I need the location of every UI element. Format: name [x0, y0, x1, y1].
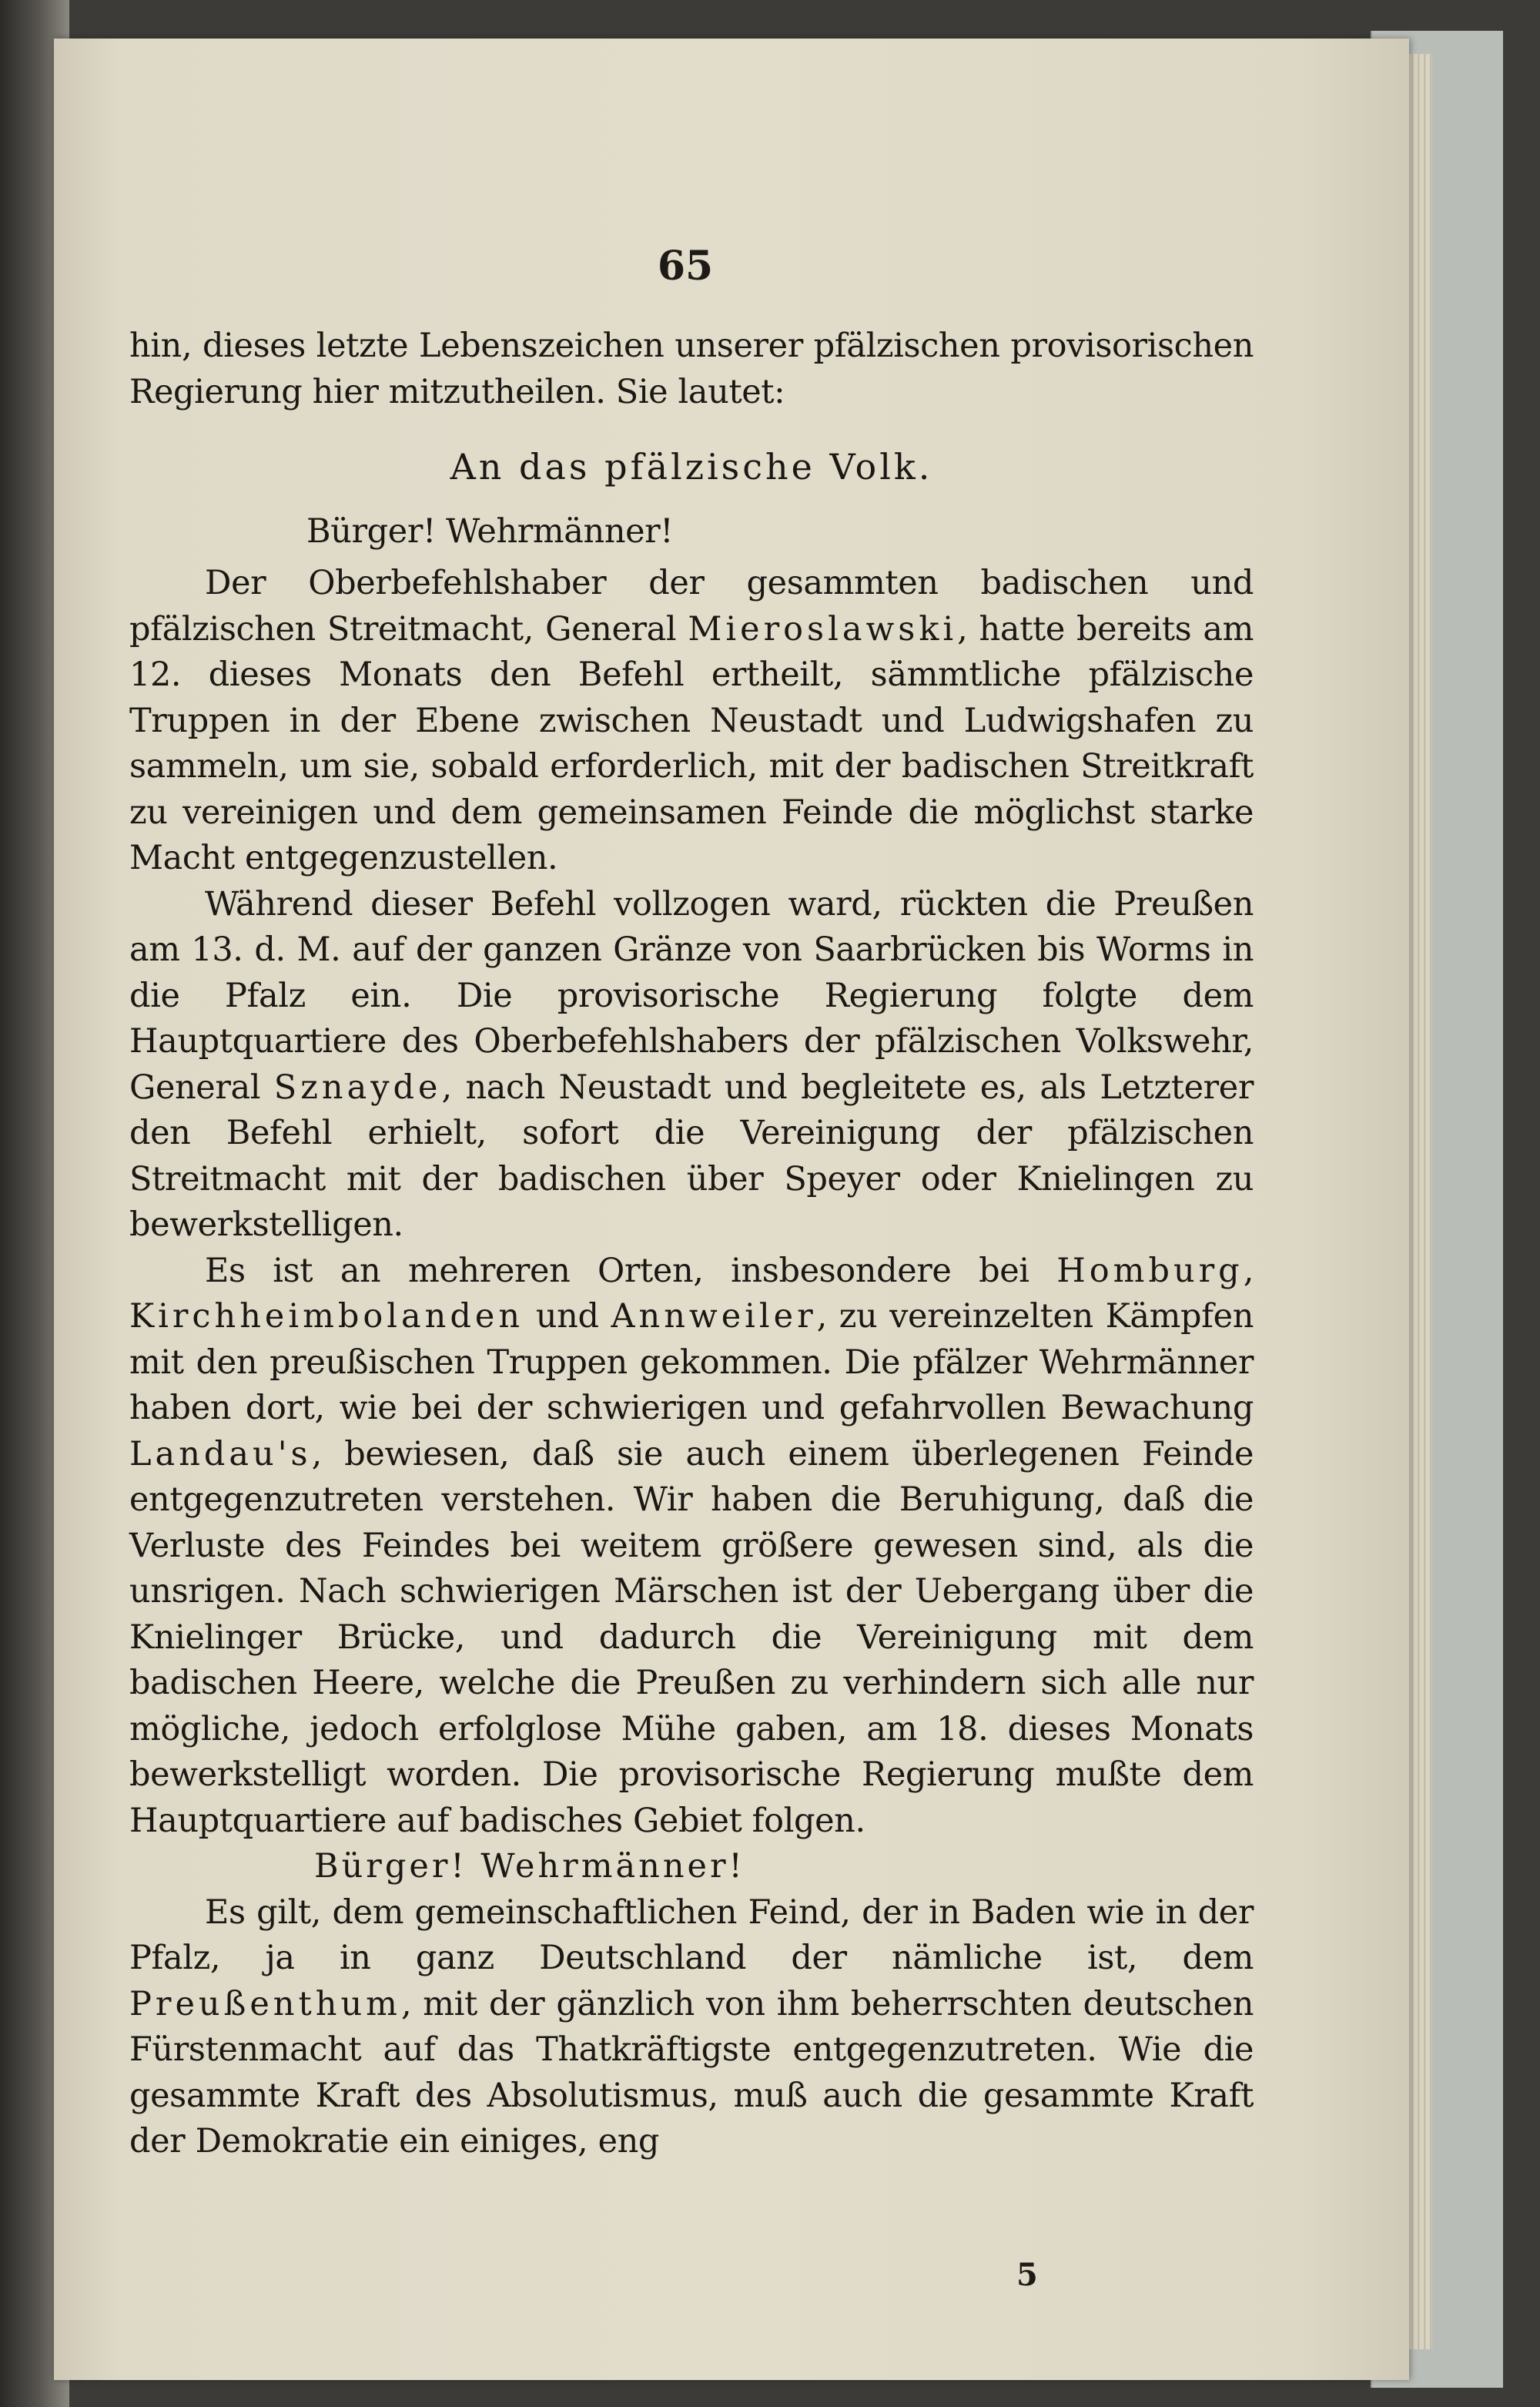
paragraph-2-text-a: Während dieser Befehl vollzogen ward, rückten die Preußen am 13. d. M. auf der ganzen Gränze von Saarbrücken bis Worms in die Pfalz ein. Die provisorische Regierung folgte dem Hauptquartiere des Oberbefehlshabers der pfälzischen Volkswehr, General — [129, 884, 1254, 1107]
paragraph-1 — [129, 561, 1254, 882]
intro-paragraph: hin, dieses letzte Lebenszeichen unserer pfälzischen provisorischen Regierung hier mitzutheilen. Sie lautet: — [129, 327, 1254, 411]
place-homburg: Homburg — [1056, 1251, 1244, 1290]
place-kirchheimbolanden: Kirchheimbolanden — [129, 1297, 524, 1336]
name-mieroslawski: Mieroslawski — [688, 609, 958, 649]
paragraph-2 — [129, 882, 1254, 1249]
page-number: 65 — [657, 243, 714, 290]
proclamation-heading: An das pfälzische Volk. — [450, 446, 933, 488]
paragraph-1-text-b: , hatte bereits am 12. dieses Monats den Befehl ertheilt, sämmtliche pfälzische Truppen in der Ebene zwischen Neustadt und Ludwigshafen zu sammeln, um sie, sobald erforderlich, mit der badischen Streitkraft zu vereinigen und dem gemeinsamen Feinde die möglichst starke Macht entgegenzustellen. — [129, 609, 1254, 877]
printer-signature-mark: 5 — [1016, 2257, 1038, 2293]
paragraph-4-text-a: Es gilt, dem gemeinschaftlichen Feind, der in Baden wie in der Pfalz, ja in ganz Deutschland der nämliche ist, dem — [129, 1892, 1254, 1977]
paragraph-3-separator: , — [1243, 1251, 1254, 1290]
paragraph-3-and: und — [524, 1297, 611, 1336]
paragraph-2-text-b: , nach Neustadt und begleitete es, als Letzterer den Befehl erhielt, sofort die Vereinigung der pfälzischen Streitmacht mit der badischen über Speyer oder Knielingen zu bewerkstelligen. — [129, 1068, 1254, 1244]
book-page — [54, 39, 1409, 2380]
place-landau: Landau's — [129, 1434, 312, 1473]
paragraph-1-text-a: Der Oberbefehlshaber der gesammten badischen und pfälzischen Streitmacht, General — [129, 564, 1254, 649]
paragraph-3-text-b: , zu vereinzelten Kämpfen mit den preußischen Truppen gekommen. Die pfälzer Wehrmänner haben dort, wie bei der schwierigen und gefahrvollen Bewachung — [129, 1297, 1254, 1427]
name-preussenthum: Preußenthum — [129, 1984, 401, 2023]
paragraph-3 — [129, 1249, 1254, 1845]
paragraph-3-text-c: , bewiesen, daß sie auch einem überlegenen Feinde entgegenzutreten verstehen. Wir haben die Beruhigung, daß die Verluste des Feindes bei weitem größere gewesen sind, als die unsrigen. Nach schwierigen Märschen ist der Uebergang über die Knielinger Brücke, und dadurch die Vereinigung mit dem badischen Heere, welche die Preußen zu verhindern sich alle nur mögliche, jedoch erfolglose Mühe gaben, am 18. dieses Monats bewerkstelligt worden. Die provisorische Regierung mußte dem Hauptquartiere auf badisches Gebiet folgen. — [129, 1434, 1254, 1840]
paragraph-4 — [129, 1890, 1254, 2165]
body-text — [129, 324, 1254, 2272]
paragraph-4-text-b: , mit der gänzlich von ihm beherrschten deutschen Fürstenmacht auf das Thatkräftigste entgegenzutreten. Wie die gesammte Kraft des Absolutismus, muß auch die gesammte Kraft der Demokratie ein einiges, eng — [129, 1984, 1254, 2161]
salutation-second: Bürger! Wehrmänner! — [314, 1847, 745, 1886]
paragraph-3-text-a: Es ist an mehreren Orten, insbesondere bei — [205, 1251, 1057, 1290]
place-annweiler: Annweiler — [611, 1297, 817, 1336]
name-sznayde: Sznayde — [273, 1068, 442, 1107]
salutation-first: Bürger! Wehrmänner! — [306, 511, 674, 551]
